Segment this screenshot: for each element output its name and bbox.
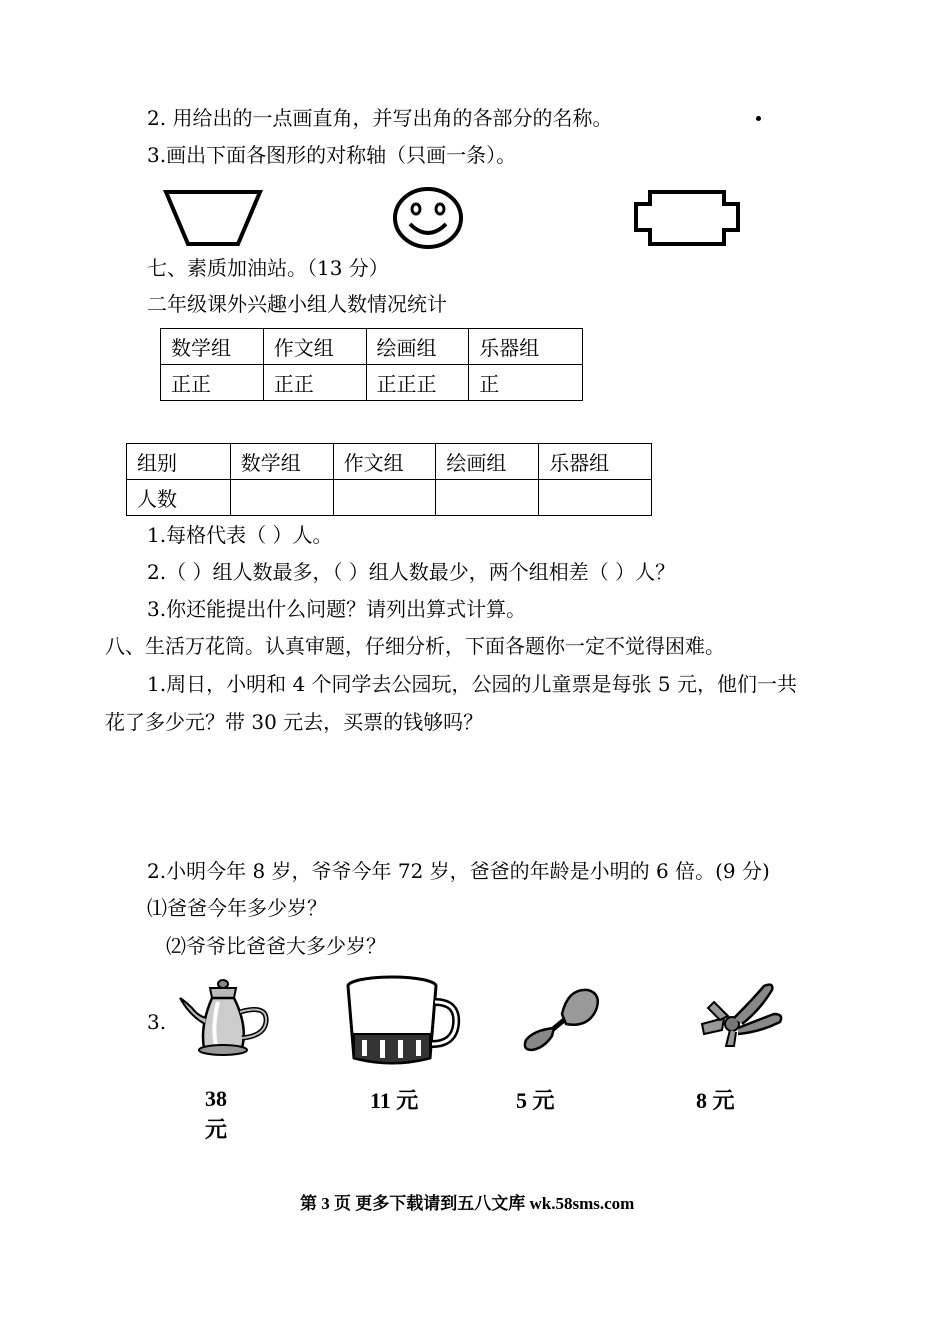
blank-answer-cell[interactable] bbox=[230, 480, 333, 516]
table-header-cell: 绘画组 bbox=[366, 329, 469, 365]
section-8-heading: 八、生活万花筒。认真审题，仔细分析，下面各题你一定不觉得困难。 bbox=[105, 634, 725, 658]
question-8-3-label: 3. bbox=[147, 1010, 167, 1034]
table-header-cell: 作文组 bbox=[263, 329, 366, 365]
pliers-price: 8 元 bbox=[696, 1088, 735, 1113]
teapot-price: 38 bbox=[205, 1086, 227, 1111]
blank-answer-cell[interactable] bbox=[333, 480, 436, 516]
tally-cell: 正正 bbox=[263, 365, 366, 401]
question-7-3: 3.你还能提出什么问题？请列出算式计算。 bbox=[147, 597, 527, 621]
question-8-2-b: ⑵爷爷比爸爸大多少岁？ bbox=[166, 934, 386, 958]
row-label-cell: 人数 bbox=[127, 480, 231, 516]
question-8-1-line2: 花了多少元？带 30 元去，买票的钱够吗？ bbox=[105, 710, 484, 734]
trapezoid-shape bbox=[160, 186, 266, 250]
tally-cell: 正 bbox=[469, 365, 583, 401]
question-7-1: 1.每格代表（ ）人。 bbox=[147, 523, 333, 547]
table-header-cell: 乐器组 bbox=[539, 444, 652, 480]
trowel-icon bbox=[518, 984, 602, 1056]
pliers-icon bbox=[694, 980, 786, 1052]
cup-icon bbox=[340, 974, 464, 1068]
table-row bbox=[127, 444, 652, 480]
table-title: 二年级课外兴趣小组人数情况统计 bbox=[147, 292, 447, 316]
notched-rectangle-shape bbox=[630, 186, 750, 250]
page-footer: 第 3 页 更多下载请到五八文库 wk.58sms.com bbox=[300, 1194, 635, 1213]
tally-table bbox=[160, 328, 583, 401]
teapot-price-unit: 元 bbox=[205, 1117, 228, 1142]
trowel-price: 5 元 bbox=[516, 1088, 555, 1113]
table-header-cell: 组别 bbox=[127, 444, 231, 480]
table-header-cell: 数学组 bbox=[230, 444, 333, 480]
table-row bbox=[161, 365, 583, 401]
question-6-2: 2. 用给出的一点画直角，并写出角的各部分的名称。 bbox=[147, 106, 613, 130]
question-8-1-line1: 1.周日，小明和 4 个同学去公园玩，公园的儿童票是每张 5 元，他们一共 bbox=[147, 672, 797, 696]
table-header-cell: 数学组 bbox=[161, 329, 264, 365]
given-point bbox=[756, 116, 761, 121]
question-6-3: 3.画出下面各图形的对称轴（只画一条）。 bbox=[147, 143, 517, 167]
teapot-icon bbox=[176, 976, 274, 1060]
question-8-2-a: ⑴爸爸今年多少岁？ bbox=[147, 896, 327, 920]
question-8-2: 2.小明今年 8 岁，爷爷今年 72 岁，爸爸的年龄是小明的 6 倍。(9 分) bbox=[147, 859, 770, 883]
table-header-cell: 乐器组 bbox=[469, 329, 583, 365]
tally-cell: 正正 bbox=[161, 365, 264, 401]
blank-answer-cell[interactable] bbox=[436, 480, 539, 516]
table-row bbox=[161, 329, 583, 365]
tally-cell: 正正正 bbox=[366, 365, 469, 401]
smiley-face-shape bbox=[390, 186, 466, 250]
table-header-cell: 绘画组 bbox=[436, 444, 539, 480]
count-table bbox=[126, 443, 652, 516]
table-row bbox=[127, 480, 652, 516]
blank-answer-cell[interactable] bbox=[539, 480, 652, 516]
cup-price: 11 元 bbox=[370, 1088, 419, 1113]
section-7-heading: 七、素质加油站。（13 分） bbox=[147, 256, 389, 280]
table-header-cell: 作文组 bbox=[333, 444, 436, 480]
question-7-2: 2.（ ）组人数最多，（ ）组人数最少，两个组相差（ ）人？ bbox=[147, 560, 676, 584]
